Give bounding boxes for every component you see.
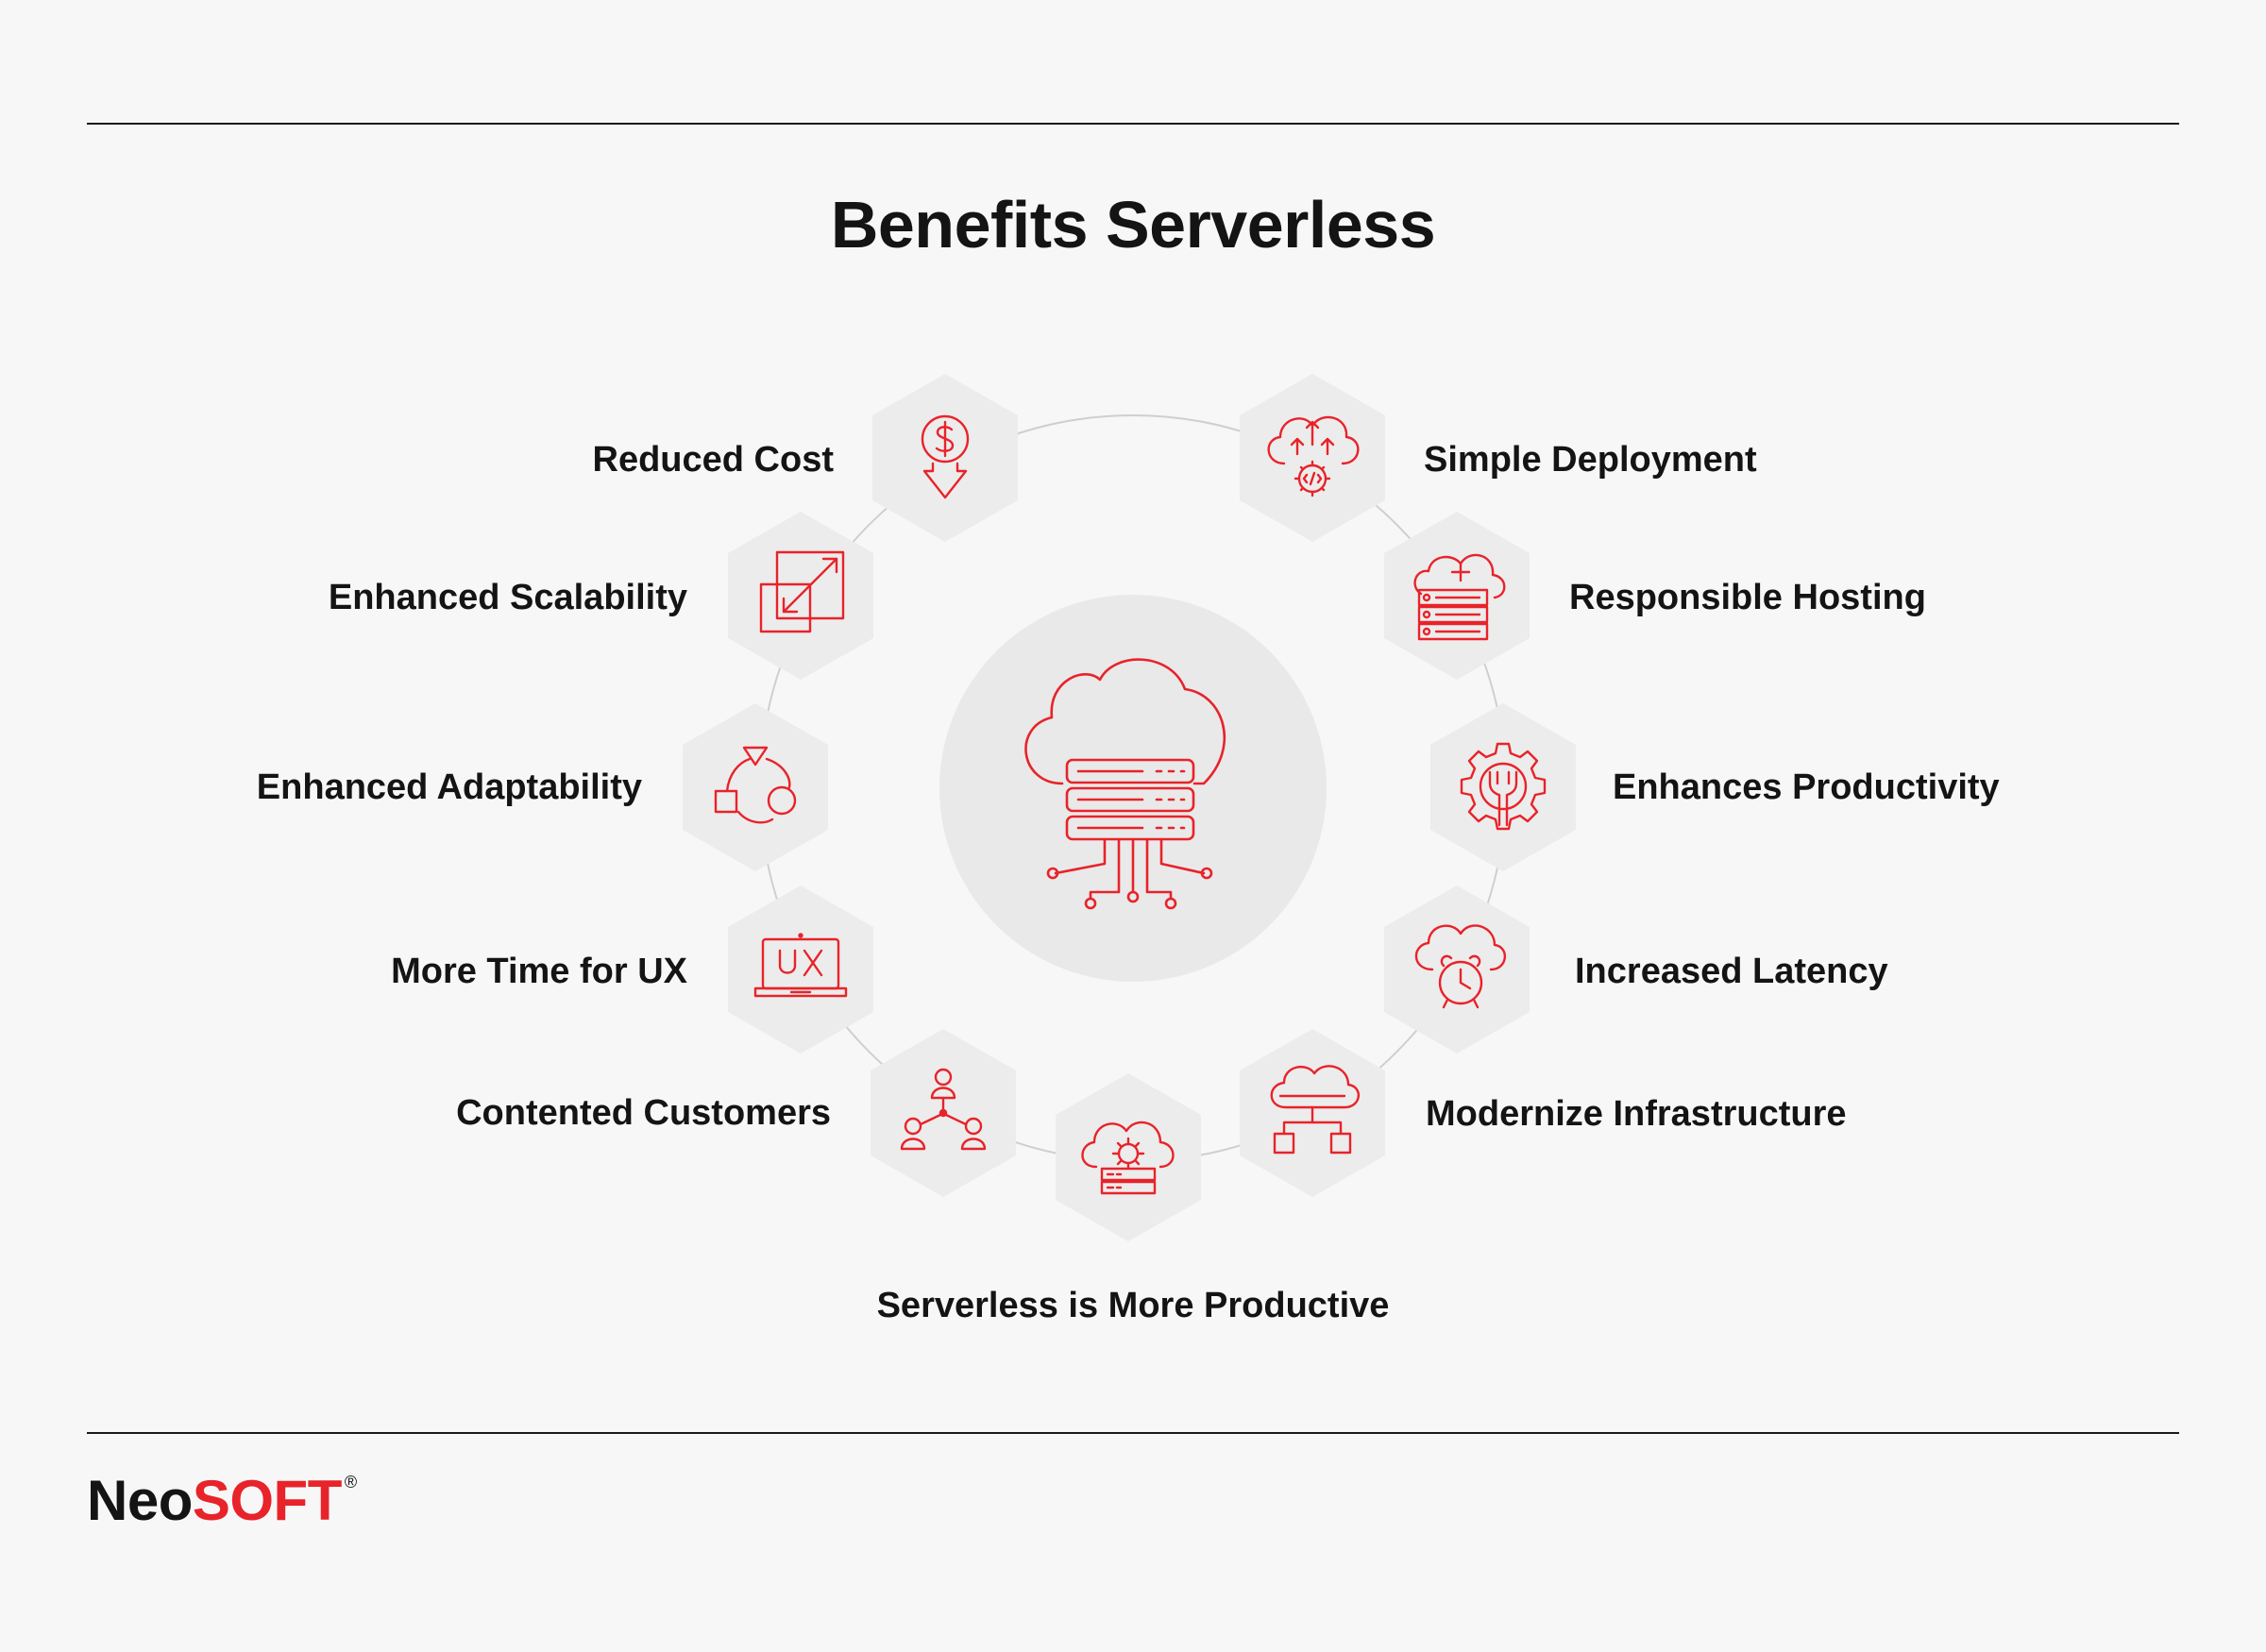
label-enhanced-scalability: Enhanced Scalability bbox=[328, 578, 687, 617]
hex-increased-latency bbox=[1384, 885, 1530, 1054]
label-simple-deployment: Simple Deployment bbox=[1424, 440, 1757, 480]
label-more-time-ux: More Time for UX bbox=[391, 952, 687, 991]
registered-mark: ® bbox=[344, 1473, 357, 1492]
label-modernize-infrastructure: Modernize Infrastructure bbox=[1426, 1094, 1847, 1134]
hex-more-time-ux bbox=[728, 885, 873, 1054]
bottom-divider bbox=[87, 1432, 2179, 1434]
logo-neo: Neo bbox=[87, 1469, 193, 1532]
hex-simple-deployment bbox=[1240, 374, 1385, 542]
hex-reduced-cost bbox=[872, 374, 1018, 542]
hex-enhanced-adaptability bbox=[683, 703, 828, 871]
label-enhanced-adaptability: Enhanced Adaptability bbox=[256, 767, 642, 807]
label-increased-latency: Increased Latency bbox=[1575, 952, 1888, 991]
logo-soft: SOFT bbox=[192, 1469, 342, 1532]
label-enhances-productivity: Enhances Productivity bbox=[1613, 767, 2000, 807]
label-responsible-hosting: Responsible Hosting bbox=[1569, 578, 1926, 617]
neosoft-logo bbox=[87, 1468, 357, 1533]
label-serverless-productive: Serverless is More Productive bbox=[876, 1286, 1390, 1325]
label-contented-customers: Contented Customers bbox=[456, 1093, 831, 1133]
hex-enhances-productivity bbox=[1430, 703, 1576, 871]
hex-serverless-productive bbox=[1056, 1073, 1201, 1241]
label-reduced-cost: Reduced Cost bbox=[592, 440, 834, 480]
page-title: Benefits Serverless bbox=[830, 188, 1436, 261]
hex-responsible-hosting bbox=[1384, 512, 1530, 680]
